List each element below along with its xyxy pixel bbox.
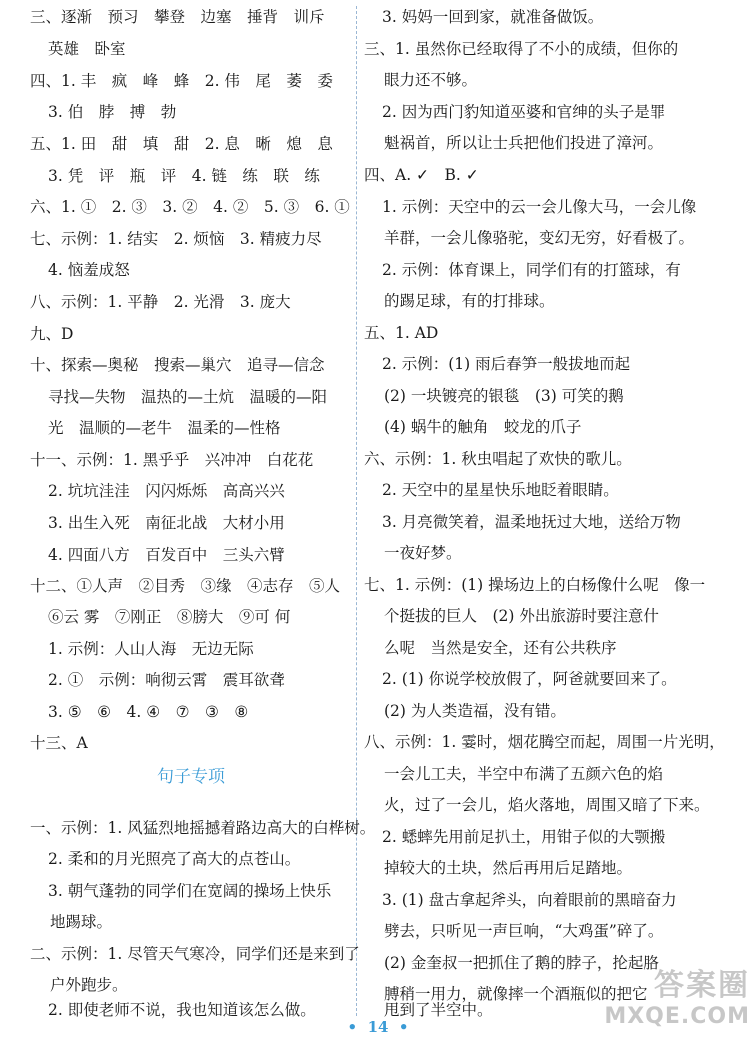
text-line: 七、示例：1. 结实 2. 烦恼 3. 精疲力尽 (30, 230, 322, 248)
text-line: 三、1. 虽然你已经取得了不小的成绩，但你的 (364, 40, 679, 58)
watermark (550, 968, 750, 1038)
text-line: 甩到了半空中。 (384, 1001, 493, 1019)
text-line: 十、探索—奥秘 搜索—巢穴 追寻—信念 (30, 356, 325, 374)
text-line: 地踢球。 (50, 913, 113, 931)
text-line: 3. 凭 评 瓶 评 4. 链 练 联 练 (48, 167, 320, 185)
text-line: 英雄 卧室 (48, 40, 126, 58)
text-line: 2. 因为西门豹知道巫婆和官绅的头子是罪 (382, 103, 666, 121)
text-line: 2. 示例：体育课上，同学们有的打篮球，有 (382, 261, 681, 279)
text-line: 九、D (30, 325, 74, 343)
text-line: 3. 伯 脖 搏 勃 (48, 103, 177, 121)
text-line: 劈去，只听见一声巨响，“大鸡蛋”碎了。 (384, 922, 664, 940)
text-line: 一夜好梦。 (384, 544, 462, 562)
text-line: 十一、示例：1. 黑乎乎 兴冲冲 白花花 (30, 451, 314, 469)
watermark-domain: MXQE.COM (604, 1004, 750, 1029)
text-line: 3. 朝气蓬勃的同学们在宽阔的操场上快乐 (48, 882, 332, 900)
text-line: 膊稍一用力，就像摔一个酒瓶似的把它 (384, 985, 648, 1003)
text-line: 3. 月亮微笑着，温柔地抚过大地，送给万物 (382, 513, 681, 531)
text-line: 2. 坑坑洼洼 闪闪烁烁 高高兴兴 (48, 482, 285, 500)
text-line: 魁祸首，所以让士兵把他们投进了漳河。 (384, 134, 664, 152)
text-line: 寻找—失物 温热的—土炕 温暖的—阳 (48, 388, 328, 406)
text-line: 四、A. ✓ B. ✓ (364, 166, 479, 184)
text-line: 五、1. AD (364, 324, 439, 342)
text-line: 羊群，一会儿像骆驼，变幻无穷，好看极了。 (384, 229, 695, 247)
text-line: 3. ⑤ ⑥ 4. ④ ⑦ ③ ⑧ (48, 703, 249, 721)
text-line: 十三、A (30, 734, 88, 752)
text-line: 的踢足球，有的打排球。 (384, 292, 555, 310)
text-line: 十二、①人声 ②目秀 ③缘 ④志存 ⑤人 (30, 577, 341, 595)
text-line: 五、1. 田 甜 填 甜 2. 息 晰 熄 息 (30, 135, 333, 153)
text-line: 眼力还不够。 (384, 71, 478, 89)
text-line: (4) 蜗牛的触角 蛟龙的爪子 (384, 418, 582, 436)
text-line: 三、逐渐 预习 攀登 边塞 捶背 训斥 (30, 8, 325, 26)
text-line: 3. 妈妈一回到家，就准备做饭。 (382, 8, 604, 26)
text-line: (2) 金奎叔一把抓住了鹅的脖子，抡起胳 (384, 954, 659, 972)
text-line: 3. 出生入死 南征北战 大材小用 (48, 514, 285, 532)
text-line: 4. 恼羞成怒 (48, 261, 130, 279)
text-line: 八、示例：1. 平静 2. 光滑 3. 庞大 (30, 293, 291, 311)
text-line: 2. 蟋蟀先用前足扒土，用钳子似的大颚搬 (382, 828, 666, 846)
text-line: 户外跑步。 (50, 976, 128, 994)
text-line: (2) 为人类造福，没有错。 (384, 702, 566, 720)
text-line: 一、示例：1. 风猛烈地摇撼着路边高大的白桦树。 (30, 819, 376, 837)
text-line: 1. 示例：天空中的云一会儿像大马，一会儿像 (382, 198, 697, 216)
text-line: 2. (1) 你说学校放假了，阿爸就要回来了。 (382, 670, 677, 688)
text-line: 2. 天空中的星星快乐地眨着眼睛。 (382, 481, 619, 499)
page-number-dot-right: • (388, 1018, 409, 1036)
text-line: 八、示例：1. 霎时，烟花腾空而起，周围一片光明， (364, 733, 725, 751)
text-line: 2. 示例：(1) 雨后春笋一般拔地而起 (382, 355, 631, 373)
text-line: 光 温顺的—老牛 温柔的—性格 (48, 419, 281, 437)
text-line: 六、示例：1. 秋虫唱起了欢快的歌儿。 (364, 450, 632, 468)
text-line: (2) 一块镀亮的银毯 (3) 可笑的鹅 (384, 387, 624, 405)
text-line: 4. 四面八方 百发百中 三头六臂 (48, 546, 285, 564)
text-line: 二、示例：1. 尽管天气寒冷，同学们还是来到了 (30, 945, 360, 963)
section-title: 句子专项 (157, 767, 225, 787)
page-number-value: 14 (367, 1018, 389, 1036)
text-line: 2. 即使老师不说，我也知道该怎么做。 (48, 1001, 316, 1019)
text-line: 火，过了一会儿，焰火落地，周围又暗了下来。 (384, 796, 710, 814)
page-number-dot-left: • (347, 1018, 368, 1036)
text-line: 四、1. 丰 疯 峰 蜂 2. 伟 尾 萎 委 (30, 72, 333, 90)
text-line: 1. 示例：人山人海 无边无际 (48, 640, 254, 658)
text-line: 2. 柔和的月光照亮了高大的点苍山。 (48, 850, 301, 868)
text-line: ⑥云 雾 ⑦刚正 ⑧膀大 ⑨可 何 (48, 608, 291, 626)
text-line: 个挺拔的巨人 (2) 外出旅游时要注意什 (384, 607, 659, 625)
text-line: 3. (1) 盘古拿起斧头，向着眼前的黑暗奋力 (382, 891, 677, 909)
text-line: 六、1. ① 2. ③ 3. ② 4. ② 5. ③ 6. ① (30, 198, 350, 216)
text-line: 么呢 当然是安全，还有公共秩序 (384, 639, 617, 657)
text-line: 2. ① 示例：响彻云霄 震耳欲聋 (48, 671, 285, 689)
column-divider (356, 6, 357, 1016)
text-line: 七、1. 示例：(1) 操场边上的白杨像什么呢 像一 (364, 576, 706, 594)
text-line: 一会儿工夫，半空中布满了五颜六色的焰 (384, 765, 664, 783)
text-line: 掉较大的土块，然后再用后足踏地。 (384, 859, 633, 877)
watermark-title: 答案圈 (654, 968, 750, 1003)
